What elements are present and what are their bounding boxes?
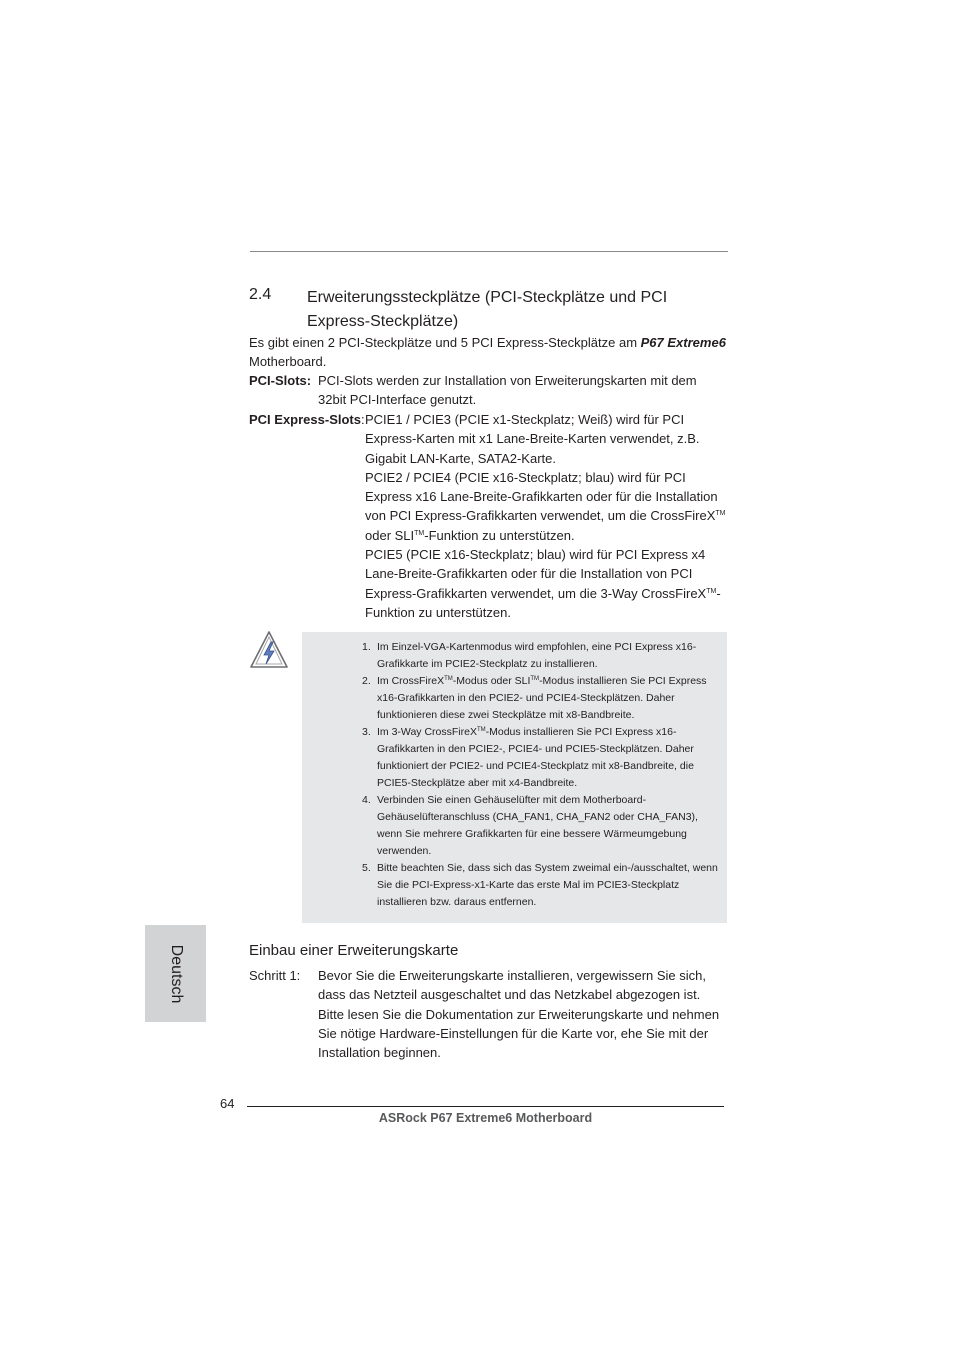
note-text: Im CrossFireX: [377, 675, 445, 687]
note-item: [362, 792, 722, 860]
note-number: 5.: [362, 862, 371, 874]
note-text: Verbinden Sie einen Gehäuselüfter mit dem Motherboard-Gehäuselüfteranschluss (CHA_FAN1, CHA_FAN2 oder CHA_FAN3), wenn Sie mehrere Grafikkarten für eine bessere Wärmeumgebung verwenden.: [377, 794, 698, 857]
page-number: 64: [220, 1096, 235, 1111]
note-number: 3.: [362, 726, 371, 738]
pcie-para-3: [365, 545, 730, 622]
pcie-label-colon: :: [361, 412, 365, 427]
note-text: -Modus oder SLI: [452, 675, 531, 687]
pcie-para-3-b: -Funktion zu unterstützen.: [365, 585, 721, 620]
note-text: Im Einzel-VGA-Kartenmodus wird empfohlen, eine PCI Express x16-Grafikkarte im PCIE2-Steckplatz zu installieren.: [377, 641, 697, 670]
step-label: Schritt 1:: [249, 968, 301, 983]
note-item: [362, 860, 722, 911]
note-number: 4.: [362, 794, 371, 806]
pcie-slots-text: [365, 410, 730, 622]
note-number: 2.: [362, 675, 371, 687]
step-text: Bevor Sie die Erweiterungskarte installieren, vergewissern Sie sich, dass das Netzteil ausgeschaltet und das Netzkabel abgezogen ist. Bitte lesen Sie die Dokumentation zur Erweiterungskarte und nehmen Sie nötige Hardware-Einstellungen für die Karte vor, ehe Sie mit der Installation beginnen.: [318, 968, 720, 1061]
intro-text: Es gibt einen 2 PCI-Steckplätze und 5 PCI Express-Steckplätze am: [249, 335, 641, 350]
section-number: 2.4: [249, 286, 272, 303]
trademark-mark: TM: [476, 727, 486, 733]
footer-divider: [247, 1106, 724, 1107]
install-title: Einbau einer Erweiterungskarte: [249, 942, 459, 959]
pcie-para-1: PCIE1 / PCIE3 (PCIE x1-Steckplatz; Weiß) wird für PCI Express-Karten mit x1 Lane-Breite-Karten verwendet, z.B. Gigabit LAN-Karte, SATA2-Karte.: [365, 412, 700, 466]
pcie-para-2-a: PCIE2 / PCIE4 (PCIE x16-Steckplatz; blau) wird für PCI Express x16 Lane-Breite-Grafikkarten oder für die Installation von PCI Express-Grafikkarten verwendet, um die CrossFireX: [365, 469, 718, 524]
note-item: [362, 724, 722, 792]
pcie-label-text: PCI Express-Slots: [249, 412, 361, 427]
note-item: [362, 639, 722, 673]
section-title-line2: Express-Steckplätze): [307, 313, 459, 330]
note-list: [362, 639, 722, 911]
top-divider: [250, 251, 728, 252]
footer-text: ASRock P67 Extreme6 Motherboard: [378, 1111, 593, 1125]
pcie-para-2: [365, 468, 730, 545]
model-name: P67 Extreme6: [640, 335, 726, 350]
intro-text-end: Motherboard.: [249, 354, 327, 369]
note-text: -Modus installieren Sie PCI Express x16-Grafikkarten in den PCIE2-, PCIE4- und PCIE5-Steckplätzen. Daher funktioniert der PCIE2- und PCIE4-Steckplatz mit x8-Bandbreite, die PCIE5-Steckplätze aber mit x4-Bandbreite.: [377, 726, 694, 789]
trademark-mark: TM: [530, 676, 540, 682]
note-number: 1.: [362, 641, 371, 653]
pcie-para-2-b: oder SLI: [365, 527, 415, 543]
pcie-slots-label: [249, 410, 365, 429]
note-text: Im 3-Way CrossFireX: [377, 726, 477, 738]
note-item: [362, 673, 722, 724]
intro-paragraph: [249, 333, 729, 371]
pci-slots-text: PCI-Slots werden zur Installation von Erweiterungskarten mit dem 32bit PCI-Interface genutzt.: [318, 373, 697, 408]
pcie-para-3-a: PCIE5 (PCIE x16-Steckplatz; blau) wird für PCI Express x4 Lane-Breite-Grafikkarten oder für die Installation von PCI Express-Grafikkarten verwendet, um die 3-Way CrossFireX: [365, 547, 707, 601]
language-label: Deutsch: [167, 944, 185, 1003]
trademark-mark: TM: [414, 529, 425, 537]
warning-lightning-icon: [248, 629, 290, 671]
note-text: -Modus installieren Sie PCI Express x16-Grafikkarten in den PCIE2- und PCIE4-Steckplätzen. Daher funktionieren diese zwei Steckplätze mit x8-Bandbreite.: [377, 675, 707, 721]
pcie-para-2-c: -Funktion zu unterstützen.: [424, 527, 575, 543]
pci-slots-label: PCI-Slots:: [249, 373, 312, 388]
language-side-tab: [145, 925, 206, 1022]
note-text: Bitte beachten Sie, dass sich das System zweimal ein-/ausschaltet, wenn Sie die PCI-Express-x1-Karte das erste Mal im PCIE3-Steckplatz installieren bzw. daraus entfernen.: [377, 862, 718, 908]
trademark-mark: TM: [706, 587, 717, 595]
trademark-mark: TM: [444, 676, 453, 682]
section-title-line1: Erweiterungssteckplätze (PCI-Steckplätze und PCI: [307, 289, 668, 306]
section-title: [307, 286, 727, 334]
trademark-mark: TM: [715, 510, 726, 518]
